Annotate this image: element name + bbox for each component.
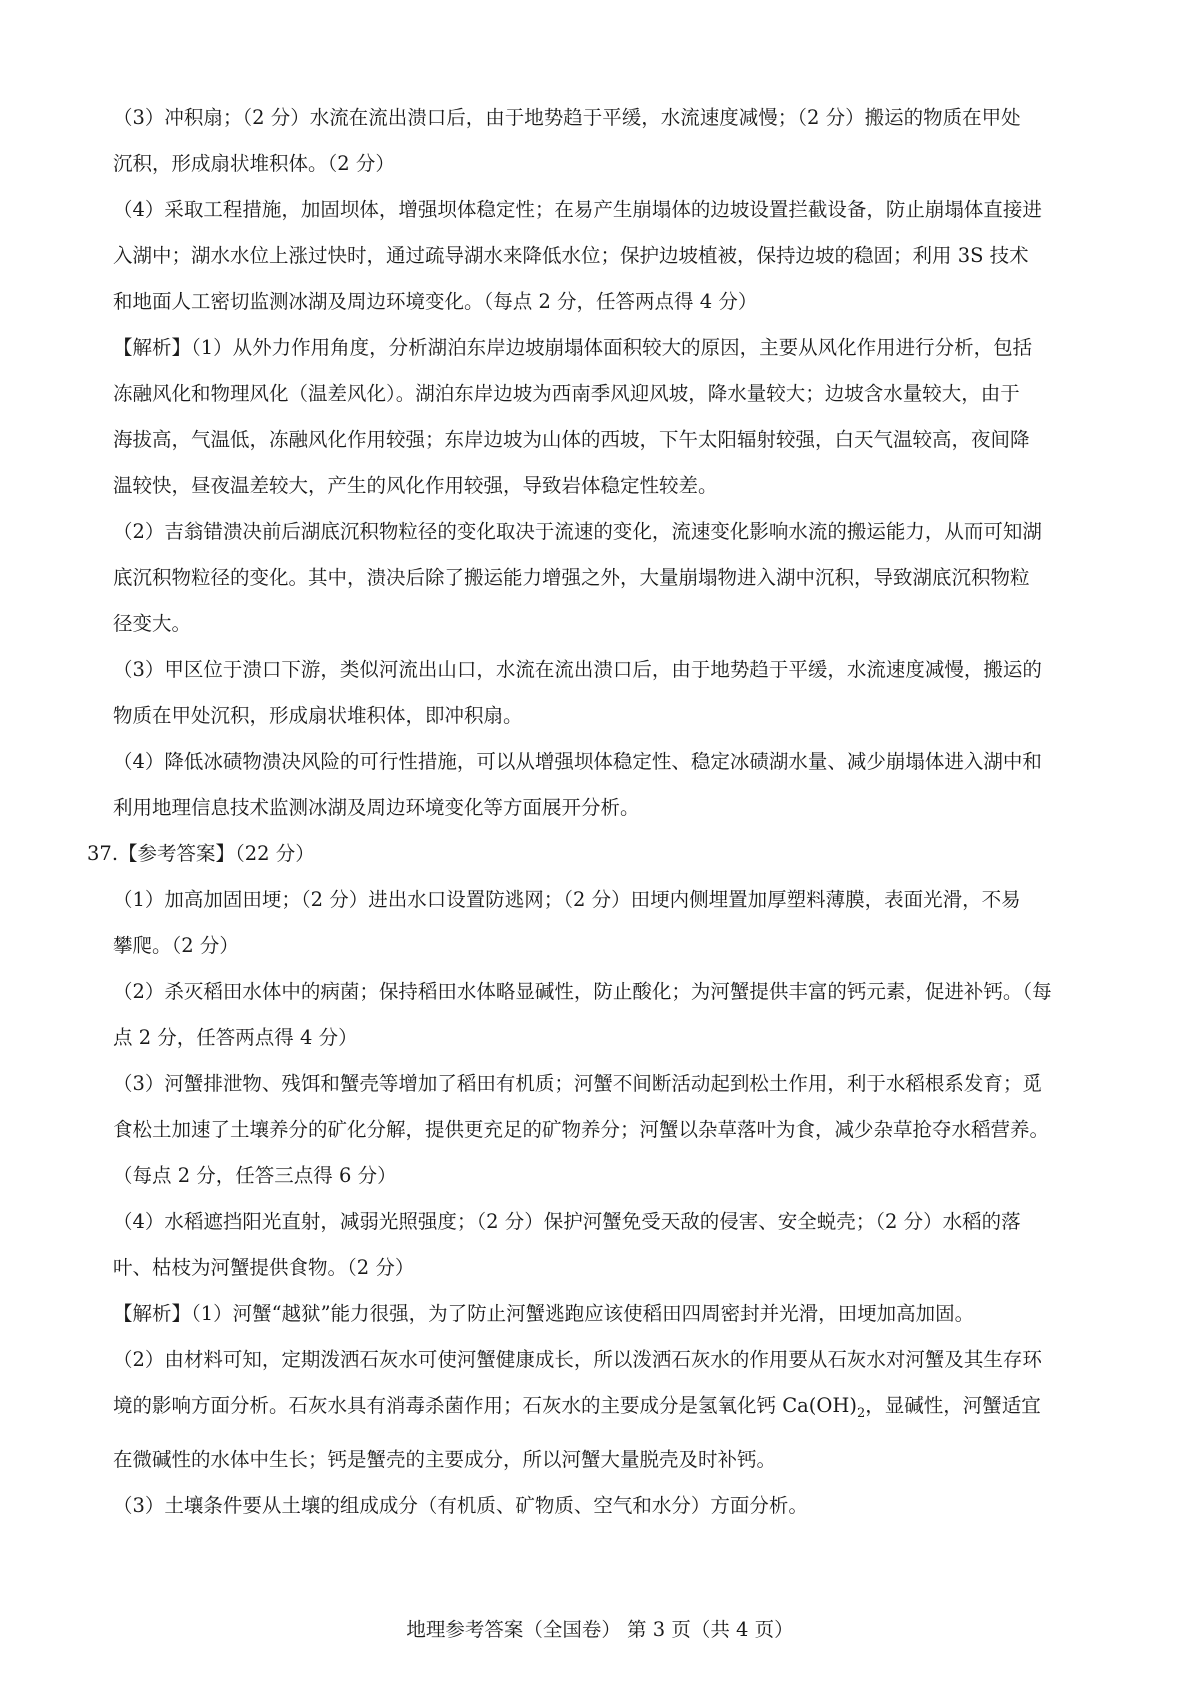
q37-heading: 37.【参考答案】（22 分） — [87, 842, 315, 865]
chemical-subscript: 2 — [856, 1405, 866, 1421]
text-line: 叶、枯枝为河蟹提供食物。（2 分） — [113, 1256, 415, 1279]
text-line: （4）采取工程措施，加固坝体，增强坝体稳定性；在易产生崩塌体的边坡设置拦截设备，防止崩塌体直接进 — [113, 198, 1042, 221]
text-line: （3）河蟹排泄物、残饵和蟹壳等增加了稻田有机质；河蟹不间断活动起到松土作用，利于水稻根系发育；觅 — [113, 1072, 1042, 1095]
text-line: 在微碱性的水体中生长；钙是蟹壳的主要成分，所以河蟹大量脱壳及时补钙。 — [113, 1447, 777, 1471]
text-segment: 境的影响方面分析。石灰水具有消毒杀菌作用；石灰水的主要成分是氢氧化钙 Ca(OH) — [113, 1394, 857, 1417]
text-line: （3）土壤条件要从土壤的组成成分（有机质、矿物质、空气和水分）方面分析。 — [113, 1493, 808, 1517]
text-line: 温较快，昼夜温差较大，产生的风化作用较强，导致岩体稳定性较差。 — [113, 474, 718, 497]
q37-analysis-2 — [113, 1337, 1113, 1483]
text-line: （3）冲积扇；（2 分）水流在流出溃口后，由于地势趋于平缓，水流速度减慢；（2 分）搬运的物质在甲处 — [113, 106, 1021, 129]
text-line: 冻融风化和物理风化（温差风化）。湖泊东岸边坡为西南季风迎风坡，降水量较大；边坡含水量较大，由于 — [113, 382, 1020, 405]
page-footer: 地理参考答案（全国卷） 第 3 页（共 4 页） — [406, 1618, 794, 1641]
text-line: 利用地理信息技术监测冰湖及周边环境变化等方面展开分析。 — [113, 796, 640, 819]
q37-analysis-1 — [113, 1291, 1113, 1337]
text-line: （2）杀灭稻田水体中的病菌；保持稻田水体略显碱性，防止酸化；为河蟹提供丰富的钙元素，促进补钙。（每 — [113, 980, 1052, 1003]
q36-analysis-3 — [113, 647, 1113, 739]
q36-answer-3 — [113, 95, 1113, 187]
text-line: （每点 2 分，任答三点得 6 分） — [113, 1164, 397, 1187]
text-line: 底沉积物粒径的变化。其中，溃决后除了搬运能力增强之外，大量崩塌物进入湖中沉积，导致湖底沉积物粒 — [113, 566, 1030, 589]
text-line: 【解析】（1）从外力作用角度，分析湖泊东岸边坡崩塌体面积较大的原因，主要从风化作用进行分析，包括 — [113, 336, 1033, 359]
text-line: 点 2 分，任答两点得 4 分） — [113, 1026, 358, 1049]
text-line: 【解析】（1）河蟹“越狱”能力很强，为了防止河蟹逃跑应该使稻田四周密封并光滑，田埂加高加固。 — [113, 1302, 975, 1325]
text-line: （2）由材料可知，定期泼洒石灰水可使河蟹健康成长，所以泼洒石灰水的作用要从石灰水对河蟹及其生存环 — [113, 1348, 1042, 1371]
q37-answer-1 — [113, 877, 1113, 969]
text-line: 食松土加速了土壤养分的矿化分解，提供更充足的矿物养分；河蟹以杂草落叶为食，减少杂草抢夺水稻营养。 — [113, 1118, 1050, 1141]
text-line: 和地面人工密切监测冰湖及周边环境变化。（每点 2 分，任答两点得 4 分） — [113, 290, 758, 313]
text-segment: ，显碱性，河蟹适宜 — [865, 1394, 1041, 1417]
text-line: （1）加高加固田埂；（2 分）进出水口设置防逃网；（2 分）田埂内侧埋置加厚塑料薄膜，表面光滑，不易 — [113, 888, 1021, 911]
q37-answer-4 — [113, 1199, 1113, 1291]
q36-analysis-2 — [113, 509, 1113, 647]
q36-analysis-1 — [113, 325, 1113, 509]
q36-answer-4 — [113, 187, 1113, 325]
q37-analysis-3 — [113, 1483, 1113, 1529]
text-line: 入湖中；湖水水位上涨过快时，通过疏导湖水来降低水位；保护边坡植被，保持边坡的稳固；利用 3S 技术 — [113, 244, 1029, 267]
page-content — [87, 95, 1113, 1529]
text-line: 海拔高，气温低，冻融风化作用较强；东岸边坡为山体的西坡，下午太阳辐射较强，白天气温较高，夜间降 — [113, 428, 1030, 451]
text-line: （4）降低冰碛物溃决风险的可行性措施，可以从增强坝体稳定性、稳定冰碛湖水量、减少崩塌体进入湖中和 — [113, 750, 1042, 773]
q37-answer-2 — [113, 969, 1113, 1061]
q37-answer-3 — [113, 1061, 1113, 1199]
text-line — [113, 1383, 1113, 1437]
text-line: 物质在甲处沉积，形成扇状堆积体，即冲积扇。 — [113, 704, 523, 727]
text-line: （4）水稻遮挡阳光直射，减弱光照强度；（2 分）保护河蟹免受天敌的侵害、安全蜕壳；（2 分）水稻的落 — [113, 1210, 1021, 1233]
text-line: 径变大。 — [113, 612, 192, 635]
text-line: （2）吉翁错溃决前后湖底沉积物粒径的变化取决于流速的变化，流速变化影响水流的搬运能力，从而可知湖 — [113, 520, 1042, 543]
q36-analysis-4 — [113, 739, 1113, 831]
text-line: 攀爬。（2 分） — [113, 934, 239, 957]
text-line: （3）甲区位于溃口下游，类似河流出山口，水流在流出溃口后，由于地势趋于平缓，水流速度减慢，搬运的 — [113, 658, 1042, 681]
text-line: 沉积，形成扇状堆积体。（2 分） — [113, 152, 395, 175]
